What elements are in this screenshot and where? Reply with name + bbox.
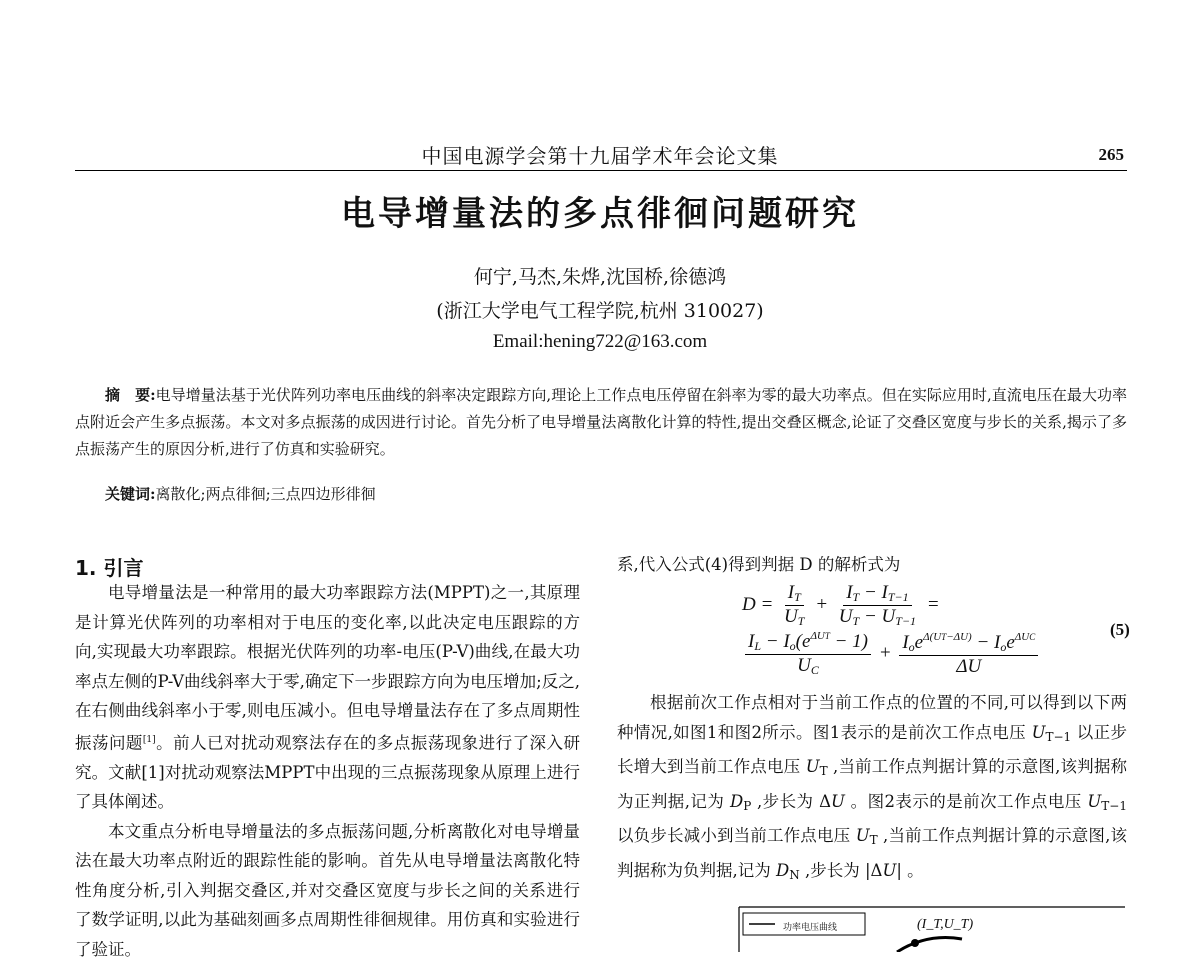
section-1-heading: 1. 引言 [75, 552, 143, 581]
cases-paragraph: 根据前次工作点相对于当前工作点的位置的不同,可以得到以下两种情况,如图1和图2所示。图1表示的是前次工作点电压 $U_{T-1}$ 以正步长增大到当前工作点电压 $U_T$ ,当前工作点判据计算的示意图,该判据称为正判据,记为 $D_P$ ,步长为 ΔU 。图2表示的是前次工作点电压 $U_{T-1}$ 以负步长减小到当前工作点电压 $U_T$ ,当前工作点判据计算的示意图,该判据称为负判据,记为 $D_N$ ,步长为 |ΔU| 。 [617, 688, 1127, 890]
keywords-label: 关键词: [105, 485, 156, 503]
abstract-label: 摘 要: [105, 386, 156, 404]
equation-5-line-1: D = $\frac{I_T}{U_T}$ + $\frac{I_T - I_{T-1}}{U_T - U_{T-1}}$ = [742, 582, 940, 629]
equation-5-line-2: $\frac{I_L - I_o(e^{\Delta UT} - 1)}{U_C}$ + $\frac{I_oe^{\Delta(UT-\Delta U)} - I_oe^{\Delta UC}}{\Delta U}$ [742, 630, 1041, 678]
paper-title: 电导增量法的多点徘徊问题研究 [0, 186, 1200, 235]
pv-curve [897, 938, 962, 952]
right-column-paragraph [617, 688, 1127, 890]
figure-1 [737, 905, 1127, 952]
intro-paragraph-1: 电导增量法是一种常用的最大功率跟踪方法(MPPT)之一,其原理是计算光伏阵列的功率相对于电压的变化率,以此决定电压跟踪的方向,实现最大功率跟踪。根据光伏阵列的功率-电压(P-V)曲线,在最大功率点左侧的P-V曲线斜率大于零,确定下一步跟踪方向为电压增加;反之,在右侧曲线斜率小于零,则电压减小。但电导增量法存在了多点周期性振荡问题[1]。前人已对扰动观察法存在的多点振荡现象进行了深入研究。文献[1]对扰动观察法MPPT中出现的三点振荡现象从原理上进行了具体阐述。 [75, 578, 580, 817]
keywords-text: 离散化;两点徘徊;三点四边形徘徊 [156, 485, 376, 503]
right-column-intro: 系,代入公式(4)得到判据 D 的解析式为 [617, 550, 1127, 580]
left-column [75, 578, 580, 964]
keywords [75, 481, 1127, 508]
figure-point-label: (I_T,U_T) [917, 917, 973, 933]
header-rule [75, 170, 1127, 171]
email: Email:hening722@163.com [0, 331, 1200, 353]
proceedings-title: 中国电源学会第十九届学术年会论文集 [0, 140, 1200, 169]
page-number: 265 [1099, 145, 1125, 165]
citation-ref-1[interactable]: [1] [143, 735, 156, 745]
abstract-text: 电导增量法基于光伏阵列功率电压曲线的斜率决定跟踪方向,理论上工作点电压停留在斜率为零的最大功率点。但在实际应用时,直流电压在最大功率点附近会产生多点振荡。本文对多点振荡的成因进行讨论。首先分析了电导增量法离散化计算的特性,提出交叠区概念,论证了交叠区宽度与步长的关系,揭示了多点振荡产生的原因分析,进行了仿真和实验研究。 [75, 386, 1127, 458]
intro-paragraph-2: 本文重点分析电导增量法的多点振荡问题,分析离散化对电导增量法在最大功率点附近的跟踪性能的影响。首先从电导增量法离散化特性角度分析,引入判据交叠区,并对交叠区宽度与步长之间的关系进行了数学证明,以此为基础刻画多点周期性徘徊规律。用仿真和实验进行了验证。 [75, 817, 580, 964]
authors: 何宁,马杰,朱烨,沈国桥,徐德鸿 [0, 262, 1200, 289]
affiliation: (浙江大学电气工程学院,杭州 310027) [0, 296, 1200, 323]
operating-point-marker [911, 939, 919, 947]
abstract [75, 382, 1127, 463]
equation-number: (5) [1110, 620, 1130, 640]
figure-legend-label: 功率电压曲线 [783, 920, 837, 933]
